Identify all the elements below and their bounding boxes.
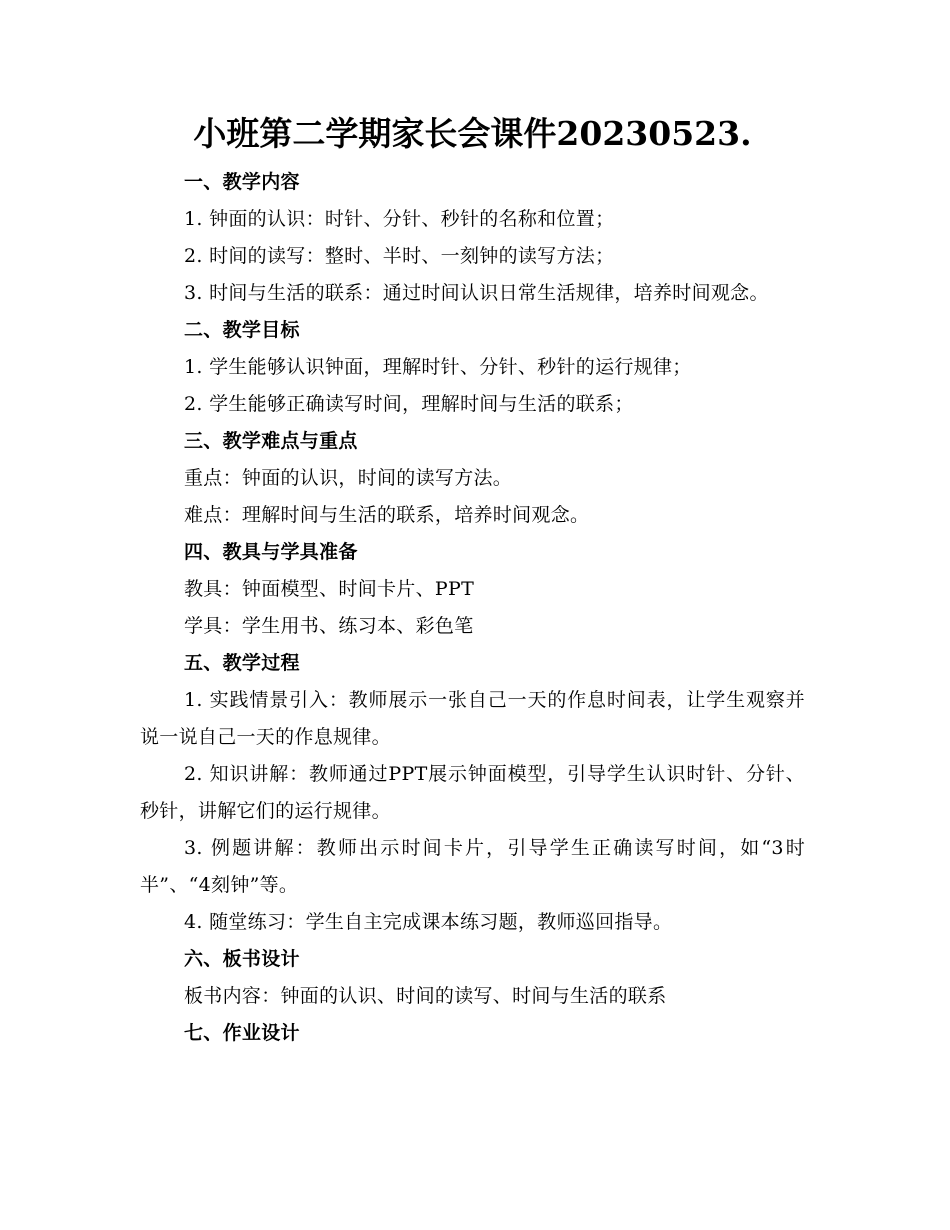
paragraph: 1. 钟面的认识：时针、分针、秒针的名称和位置； [184, 208, 615, 230]
paragraph: 2. 知识讲解：教师通过PPT展示钟面模型，引导学生认识时针、分针、秒针，讲解它们的运行规律。 [140, 763, 805, 822]
paragraph: 学具：学生用书、练习本、彩色笔 [184, 615, 474, 637]
paragraph: 2. 学生能够正确读写时间，理解时间与生活的联系； [184, 393, 634, 415]
section-heading-board: 六、板书设计 [184, 948, 300, 970]
paragraph: 4. 随堂练习：学生自主完成课本练习题，教师巡回指导。 [184, 911, 673, 933]
section-heading-homework: 七、作业设计 [184, 1022, 300, 1044]
paragraph: 难点：理解时间与生活的联系，培养时间观念。 [184, 504, 590, 526]
section-heading-goals: 二、教学目标 [184, 319, 300, 341]
paragraph: 1. 学生能够认识钟面，理解时针、分针、秒针的运行规律； [184, 356, 692, 378]
paragraph: 板书内容：钟面的认识、时间的读写、时间与生活的联系 [184, 985, 667, 1007]
paragraph: 3. 时间与生活的联系：通过时间认识日常生活规律，培养时间观念。 [184, 282, 769, 304]
paragraph: 1. 实践情景引入：教师展示一张自己一天的作息时间表，让学生观察并说一说自己一天的作息规律。 [140, 689, 805, 748]
document-page [140, 108, 805, 1052]
document-title: 小班第二学期家长会课件20230523. [193, 114, 752, 153]
paragraph: 3. 例题讲解：教师出示时间卡片，引导学生正确读写时间，如“3时半”、“4刻钟”等。 [140, 837, 805, 896]
paragraph: 重点：钟面的认识，时间的读写方法。 [184, 467, 513, 489]
section-heading-materials: 四、教具与学具准备 [184, 541, 358, 563]
section-heading-process: 五、教学过程 [184, 652, 300, 674]
section-heading-key-points: 三、教学难点与重点 [184, 430, 358, 452]
paragraph: 2. 时间的读写：整时、半时、一刻钟的读写方法； [184, 245, 615, 267]
paragraph: 教具：钟面模型、时间卡片、PPT [184, 578, 475, 600]
section-heading-content: 一、教学内容 [184, 171, 300, 193]
